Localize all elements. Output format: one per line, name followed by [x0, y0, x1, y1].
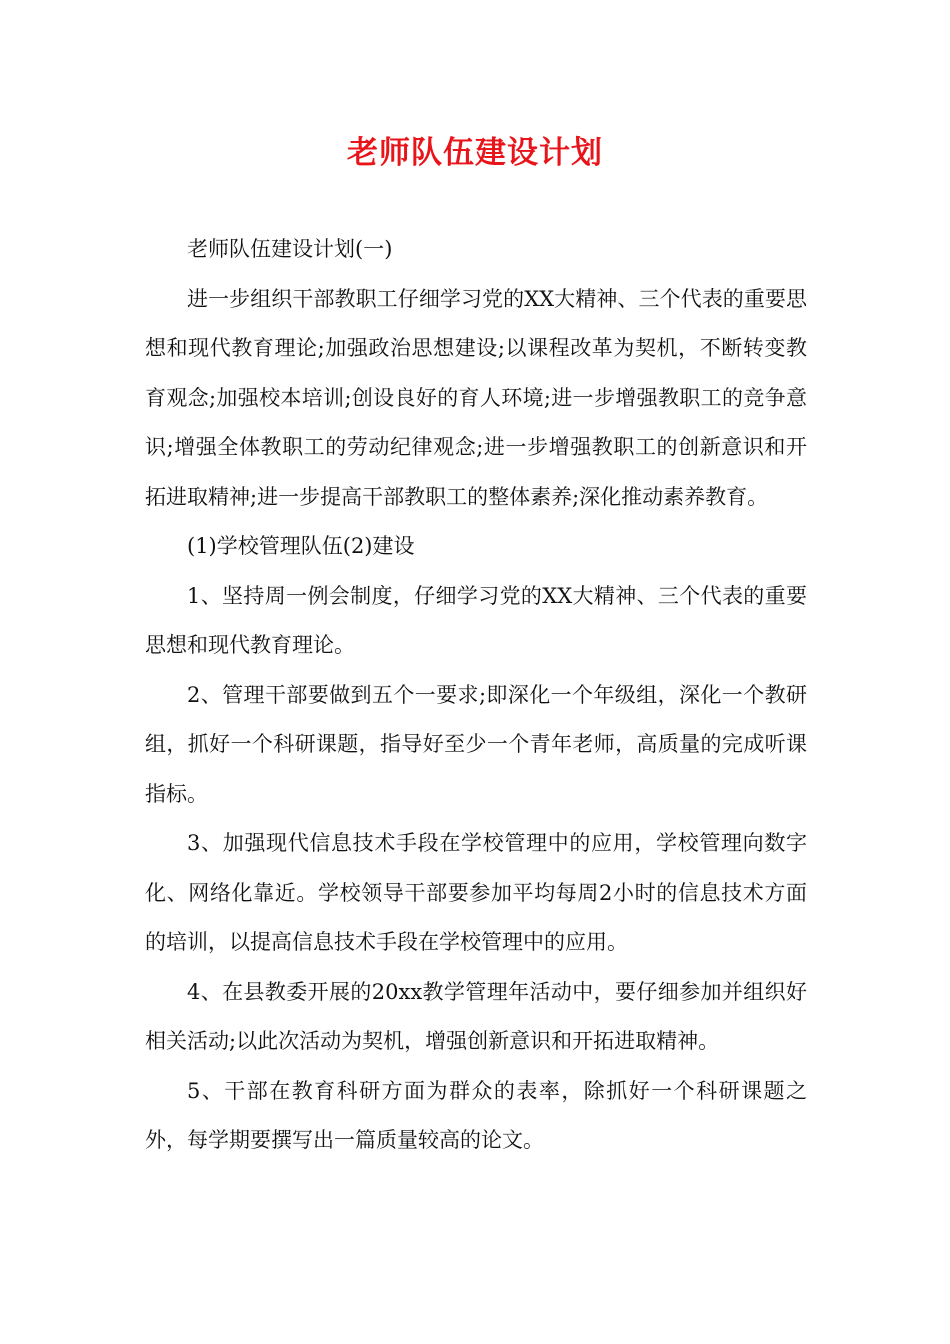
paragraph-item-4: 4、在县教委开展的20xx教学管理年活动中，要仔细参加并组织好相关活动;以此次活动为契机，增强创新意识和开拓进取精神。 — [145, 979, 807, 1053]
document-body — [145, 225, 807, 1166]
paragraph-item-1: 1、坚持周一例会制度，仔细学习党的XX大精神、三个代表的重要思想和现代教育理论。 — [145, 583, 807, 657]
paragraph-intro: 进一步组织干部教职工仔细学习党的XX大精神、三个代表的重要思想和现代教育理论;加强政治思想建设;以课程改革为契机，不断转变教育观念;加强校本培训;创设良好的育人环境;进一步增强教职工的竞争意识;增强全体教职工的劳动纪律观念;进一步增强教职工的创新意识和开拓进取精神;进一步提高干部教职工的整体素养;深化推动素养教育。 — [145, 286, 807, 509]
paragraph-subsection-heading: (1)学校管理队伍(2)建设 — [187, 534, 415, 558]
paragraph-item-2: 2、管理干部要做到五个一要求;即深化一个年级组，深化一个教研组，抓好一个科研课题，指导好至少一个青年老师，高质量的完成听课指标。 — [145, 682, 807, 806]
paragraph-item-3: 3、加强现代信息技术手段在学校管理中的应用，学校管理向数字化、网络化靠近。学校领导干部要参加平均每周2小时的信息技术方面的培训，以提高信息技术手段在学校管理中的应用。 — [145, 831, 807, 954]
paragraph-section-heading: 老师队伍建设计划(一) — [187, 237, 393, 261]
document-title: 老师队伍建设计划 — [347, 135, 603, 171]
paragraph-item-5: 5、干部在教育科研方面为群众的表率，除抓好一个科研课题之外，每学期要撰写出一篇质量较高的论文。 — [145, 1078, 807, 1152]
